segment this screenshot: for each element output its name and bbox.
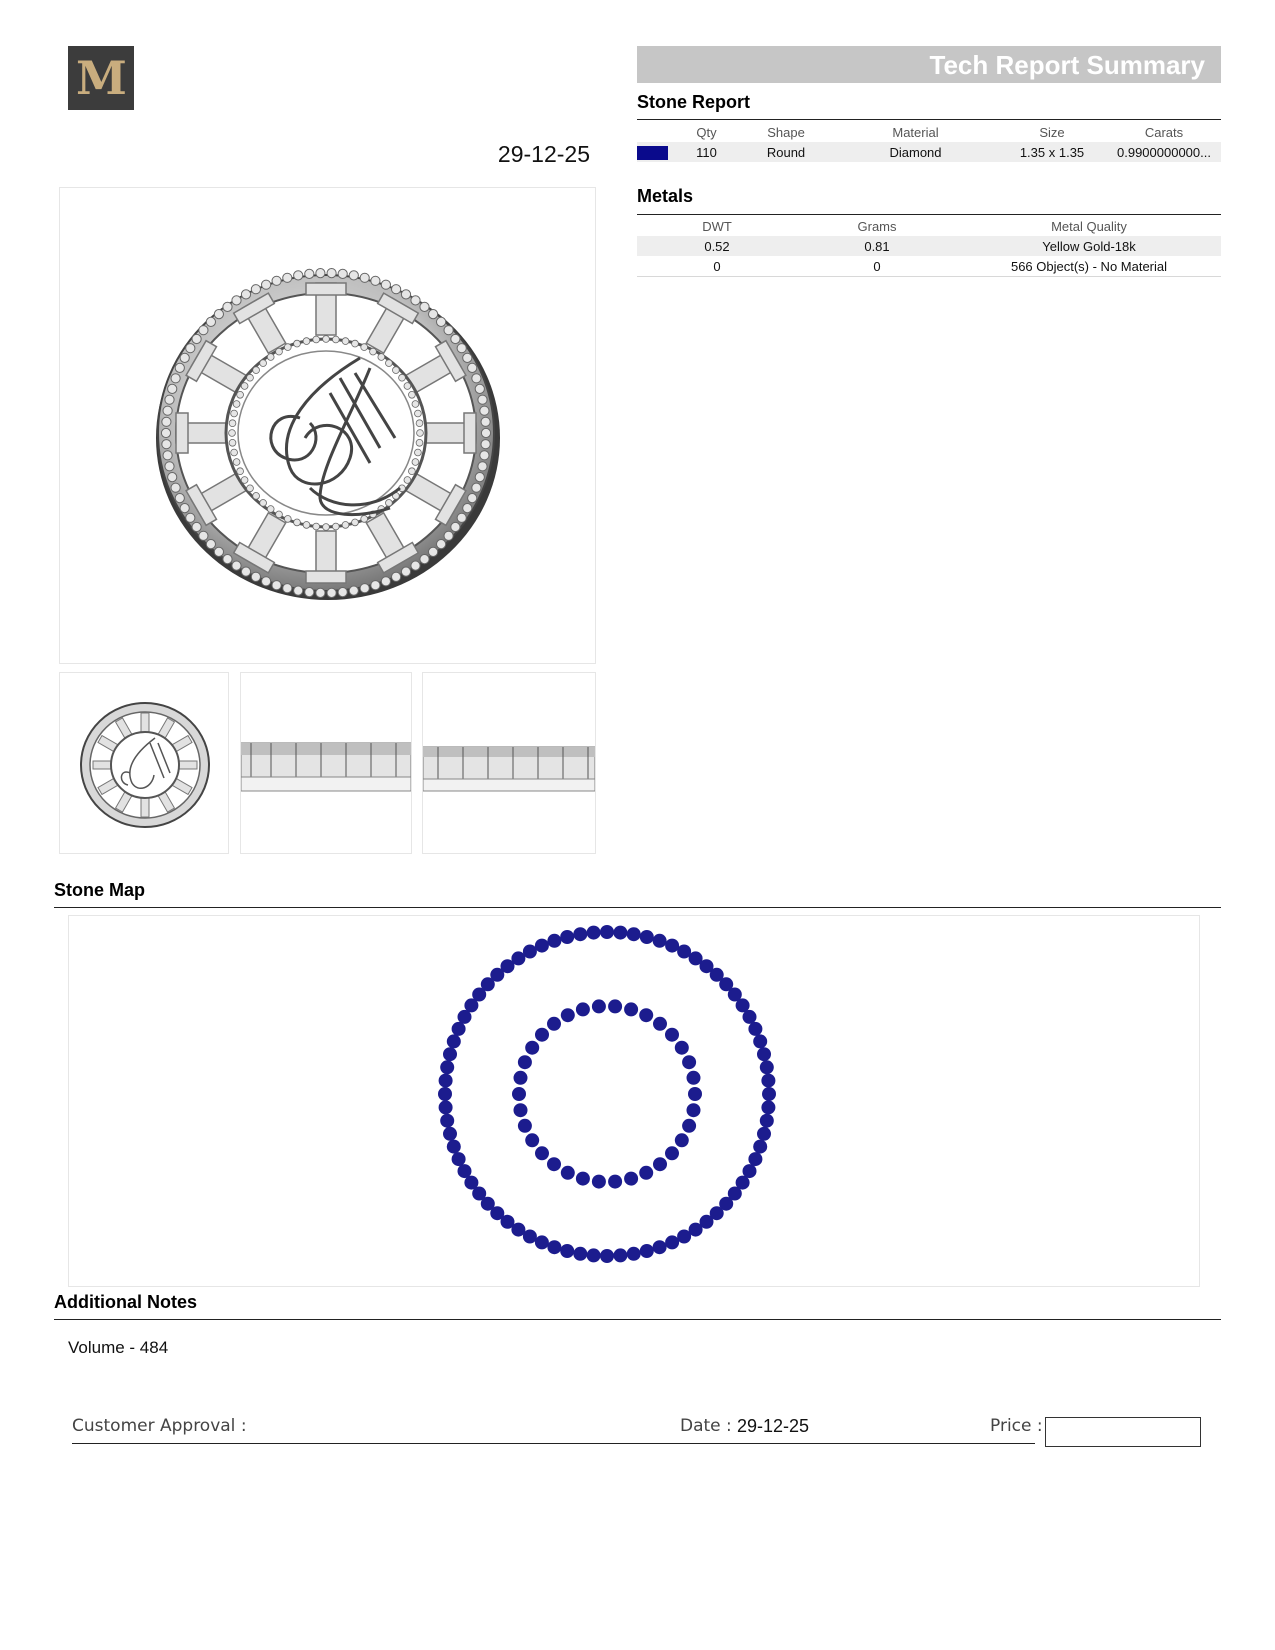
bead — [401, 290, 410, 299]
approval-signature-line — [72, 1443, 1035, 1444]
bead — [229, 439, 236, 446]
stone — [675, 1133, 689, 1147]
stone-report-heading: Stone Report — [637, 92, 751, 112]
spoke — [141, 713, 149, 732]
bead — [231, 449, 238, 456]
bead — [323, 336, 330, 343]
bead — [429, 310, 438, 319]
stone — [757, 1047, 771, 1061]
bead — [267, 506, 274, 513]
bead — [283, 584, 292, 593]
stone — [547, 1157, 561, 1171]
metal-quality: Yellow Gold-18k — [957, 236, 1221, 256]
bead — [437, 540, 446, 549]
stone — [608, 1175, 622, 1189]
thumbnail-side[interactable] — [240, 672, 412, 854]
stone-map-heading: Stone Map — [54, 880, 146, 900]
stone — [640, 930, 654, 944]
bead — [229, 430, 236, 437]
bead — [463, 504, 472, 513]
bead — [444, 326, 453, 335]
bead — [392, 572, 401, 581]
stone — [665, 1146, 679, 1160]
bead — [481, 440, 490, 449]
stone — [439, 1074, 453, 1088]
stone — [760, 1114, 774, 1128]
bead — [332, 336, 339, 343]
stone-shape: Round — [738, 142, 834, 162]
bead — [415, 449, 422, 456]
stone — [535, 1146, 549, 1160]
stone-size: 1.35 x 1.35 — [997, 142, 1107, 162]
stone — [748, 1152, 762, 1166]
stone — [639, 1008, 653, 1022]
bead — [316, 269, 325, 278]
col-shape: Shape — [767, 124, 805, 140]
bead — [475, 473, 484, 482]
bead — [349, 586, 358, 595]
bead — [223, 555, 232, 564]
thumbnail-front[interactable] — [59, 672, 229, 854]
bead — [171, 374, 180, 383]
stone — [665, 1028, 679, 1042]
bead — [472, 483, 481, 492]
stone-color-swatch — [637, 146, 668, 160]
bead — [199, 326, 208, 335]
bead — [294, 271, 303, 280]
stone — [535, 1235, 549, 1249]
stone-map-rule — [54, 907, 1221, 908]
table-row — [637, 256, 1221, 277]
bead — [163, 406, 172, 415]
bead — [381, 577, 390, 586]
metals-rule — [637, 214, 1221, 215]
bead — [323, 524, 330, 531]
bead — [393, 367, 400, 374]
stone — [514, 1103, 528, 1117]
bead — [416, 420, 423, 427]
stone — [748, 1022, 762, 1036]
bead — [342, 522, 349, 529]
bead — [420, 555, 429, 564]
stone — [592, 999, 606, 1013]
bead — [392, 285, 401, 294]
stone — [682, 1055, 696, 1069]
bead — [378, 354, 385, 361]
bead — [451, 522, 460, 531]
bead — [415, 410, 422, 417]
bead — [313, 336, 320, 343]
stone — [687, 1071, 701, 1085]
stone — [587, 1248, 601, 1262]
bead — [481, 428, 490, 437]
bead — [186, 513, 195, 522]
spoke-cap — [306, 571, 346, 583]
stone — [627, 1247, 641, 1261]
bead — [237, 391, 244, 398]
stone — [525, 1133, 539, 1147]
spoke-cap — [464, 413, 476, 453]
col-material: Material — [892, 124, 939, 140]
report-date: 29-12-25 — [497, 141, 590, 167]
bead — [175, 494, 184, 503]
bead — [451, 334, 460, 343]
bead — [399, 374, 406, 381]
stone — [640, 1244, 654, 1258]
bead — [475, 384, 484, 393]
title-bar — [637, 46, 1221, 83]
bead — [162, 417, 171, 426]
bead — [360, 273, 369, 282]
stone — [682, 1119, 696, 1133]
stone — [688, 1087, 702, 1101]
stone — [447, 1140, 461, 1154]
bead — [251, 285, 260, 294]
stone-map-image — [68, 915, 1200, 1287]
bead — [416, 439, 423, 446]
stone — [535, 1028, 549, 1042]
bead — [457, 344, 466, 353]
bead — [247, 374, 254, 381]
bead — [409, 391, 416, 398]
stone — [512, 1087, 526, 1101]
bead — [260, 360, 267, 367]
bead — [411, 296, 420, 305]
stone — [653, 934, 667, 948]
stone — [653, 1240, 667, 1254]
bead — [480, 406, 489, 415]
metal-grams: 0.81 — [797, 236, 957, 256]
bead — [303, 338, 310, 345]
bead — [472, 374, 481, 383]
bead — [349, 271, 358, 280]
stone — [600, 1249, 614, 1263]
stone-report-rule — [637, 119, 1221, 120]
bead — [386, 500, 393, 507]
bead — [233, 401, 240, 408]
bead — [305, 588, 314, 597]
stone — [547, 1240, 561, 1254]
stone-qty: 110 — [675, 142, 738, 162]
thumbnail-side-render — [241, 673, 411, 853]
stone — [675, 1041, 689, 1055]
bead — [404, 477, 411, 484]
bead — [481, 417, 490, 426]
stone — [608, 999, 622, 1013]
metal-dwt: 0.52 — [637, 236, 797, 256]
bead — [171, 483, 180, 492]
col-dwt: DWT — [702, 218, 732, 234]
bead — [241, 567, 250, 576]
bead — [361, 516, 368, 523]
bead — [163, 451, 172, 460]
table-row — [637, 142, 1221, 162]
thumbnail-angle-render — [423, 673, 595, 853]
thumbnail-front-render — [60, 673, 228, 853]
bead — [161, 428, 170, 437]
stone — [514, 1071, 528, 1085]
stone — [443, 1127, 457, 1141]
notes-text: Volume - 484 — [68, 1338, 169, 1357]
bead — [253, 493, 260, 500]
stone — [665, 1235, 679, 1249]
col-size: Size — [1039, 124, 1065, 140]
bead — [283, 273, 292, 282]
bead — [352, 340, 359, 347]
stone — [547, 1017, 561, 1031]
stone — [535, 939, 549, 953]
price-input[interactable] — [1045, 1417, 1201, 1447]
stone — [547, 934, 561, 948]
bead — [468, 494, 477, 503]
bead — [253, 367, 260, 374]
bead — [437, 317, 446, 326]
stone — [561, 1008, 575, 1022]
bead — [412, 401, 419, 408]
bead — [276, 348, 283, 355]
stone — [762, 1087, 776, 1101]
stone-material: Diamond — [834, 142, 997, 162]
col-metal-quality: Metal Quality — [1051, 218, 1127, 234]
stone — [627, 927, 641, 941]
stone — [653, 1017, 667, 1031]
bead — [386, 360, 393, 367]
bead — [180, 353, 189, 362]
bead — [214, 547, 223, 556]
bead — [237, 468, 244, 475]
stone — [600, 925, 614, 939]
col-grams: Grams — [857, 218, 897, 234]
bead — [457, 513, 466, 522]
stone — [687, 1103, 701, 1117]
col-qty: Qty — [696, 124, 717, 140]
bead — [444, 531, 453, 540]
bead — [360, 584, 369, 593]
bead — [272, 276, 281, 285]
bead — [409, 468, 416, 475]
metals-heading: Metals — [637, 186, 694, 206]
bead — [260, 500, 267, 507]
bead — [199, 531, 208, 540]
stone — [639, 1166, 653, 1180]
bead — [180, 504, 189, 513]
spoke — [178, 761, 197, 769]
bead — [231, 410, 238, 417]
approval-date-label: Date : — [680, 1416, 732, 1436]
stone — [573, 1247, 587, 1261]
stone — [518, 1055, 532, 1069]
bead — [338, 588, 347, 597]
stone-carats: 0.9900000000... — [1107, 142, 1221, 162]
bead — [267, 354, 274, 361]
stone — [587, 926, 601, 940]
bead — [168, 473, 177, 482]
logo-letter: M — [76, 51, 126, 105]
additional-notes-rule — [54, 1319, 1221, 1320]
stone — [523, 945, 537, 959]
bead — [233, 459, 240, 466]
metal-grams: 0 — [797, 256, 957, 277]
bead — [305, 269, 314, 278]
bead — [284, 516, 291, 523]
bead — [332, 523, 339, 530]
bead — [223, 302, 232, 311]
stone — [560, 1244, 574, 1258]
bead — [412, 459, 419, 466]
bead — [262, 280, 271, 289]
bead — [294, 586, 303, 595]
company-logo — [68, 46, 134, 110]
stone-report-header-row — [637, 122, 1221, 142]
bead — [404, 383, 411, 390]
customer-approval-label: Customer Approval : — [72, 1416, 247, 1436]
stone — [518, 1119, 532, 1133]
bead — [232, 296, 241, 305]
spoke-cap — [176, 413, 188, 453]
stone — [743, 1010, 757, 1024]
bead — [229, 420, 236, 427]
bead — [371, 581, 380, 590]
bead — [480, 451, 489, 460]
table-row — [637, 236, 1221, 256]
bead — [294, 340, 301, 347]
bead — [361, 344, 368, 351]
bead — [342, 338, 349, 345]
bead — [478, 462, 487, 471]
bead — [241, 477, 248, 484]
bead — [232, 561, 241, 570]
bead — [165, 462, 174, 471]
stone — [576, 1172, 590, 1186]
bead — [327, 588, 336, 597]
bead — [192, 334, 201, 343]
stone — [665, 939, 679, 953]
stone — [592, 1175, 606, 1189]
metals-header-row — [637, 216, 1221, 236]
bead — [206, 540, 215, 549]
bead — [313, 523, 320, 530]
col-carats: Carats — [1144, 124, 1184, 140]
bead — [294, 519, 301, 526]
report-title: Tech Report Summary — [929, 50, 1205, 80]
bead — [411, 561, 420, 570]
stone — [447, 1034, 461, 1048]
stone — [452, 1152, 466, 1166]
bead — [165, 395, 174, 404]
thumbnail-angle[interactable] — [422, 672, 596, 854]
stone — [576, 1002, 590, 1016]
stone — [613, 1248, 627, 1262]
metal-dwt: 0 — [637, 256, 797, 277]
stone — [761, 1100, 775, 1114]
approval-date-value: 29-12-25 — [737, 1416, 810, 1436]
stone — [443, 1047, 457, 1061]
stone — [561, 1166, 575, 1180]
bead — [241, 290, 250, 299]
bead — [420, 302, 429, 311]
bead — [284, 344, 291, 351]
bead — [262, 577, 271, 586]
stone — [677, 1230, 691, 1244]
bead — [251, 572, 260, 581]
bead — [206, 317, 215, 326]
stone — [438, 1087, 452, 1101]
stone — [653, 1157, 667, 1171]
stone-report-table — [637, 122, 1221, 162]
metal-quality: 566 Object(s) - No Material — [957, 256, 1221, 277]
bead — [417, 430, 424, 437]
stone — [525, 1041, 539, 1055]
bead — [272, 581, 281, 590]
bead — [338, 269, 347, 278]
stone-map-svg — [69, 916, 1199, 1286]
bead — [214, 310, 223, 319]
bead — [429, 547, 438, 556]
pendant-render — [60, 188, 595, 663]
bead — [401, 567, 410, 576]
stone — [573, 927, 587, 941]
bead — [168, 384, 177, 393]
bead — [371, 276, 380, 285]
spoke-cap — [306, 283, 346, 295]
bead — [162, 440, 171, 449]
bead — [192, 522, 201, 531]
bead — [276, 511, 283, 518]
bead — [352, 519, 359, 526]
bead — [381, 280, 390, 289]
stone — [753, 1034, 767, 1048]
bead — [303, 522, 310, 529]
stone — [452, 1022, 466, 1036]
stone — [439, 1100, 453, 1114]
stone — [753, 1140, 767, 1154]
additional-notes-heading: Additional Notes — [54, 1292, 197, 1312]
bead — [478, 395, 487, 404]
stone — [458, 1164, 472, 1178]
bead — [247, 485, 254, 492]
stone — [440, 1060, 454, 1074]
bead — [175, 363, 184, 372]
stone — [560, 930, 574, 944]
bead — [241, 383, 248, 390]
spoke — [93, 761, 112, 769]
bead — [463, 353, 472, 362]
stone — [613, 926, 627, 940]
stone — [624, 1172, 638, 1186]
bead — [370, 348, 377, 355]
stone — [760, 1060, 774, 1074]
stone — [624, 1002, 638, 1016]
spoke — [141, 798, 149, 817]
stone — [761, 1074, 775, 1088]
bead — [327, 269, 336, 278]
stone — [440, 1114, 454, 1128]
bead — [468, 363, 477, 372]
main-render-image — [59, 187, 596, 664]
stone — [757, 1127, 771, 1141]
bead — [186, 344, 195, 353]
bead — [316, 588, 325, 597]
metals-table — [637, 216, 1221, 277]
price-label: Price : — [990, 1416, 1043, 1436]
